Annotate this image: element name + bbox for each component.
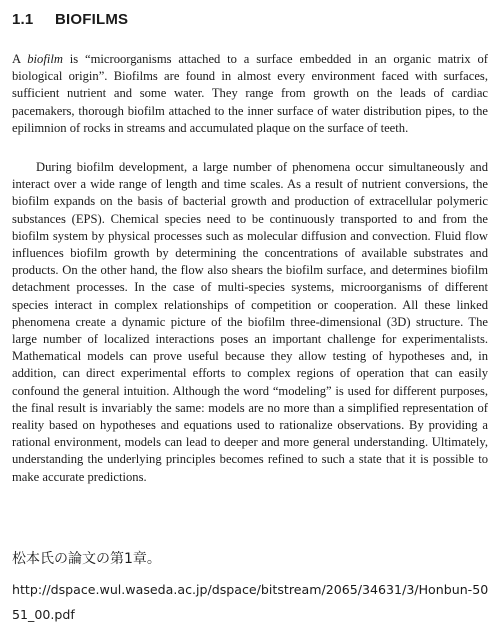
paragraph-definition <box>12 51 488 137</box>
section-heading <box>12 11 128 28</box>
paragraph-1-body: is “microorganisms attached to a surface embedded in an organic matrix of biological origin”. Biofilms are found in almost every environment faced with surfaces, sufficient nutrient and some water. They range from growth on the leads of cardiac pacemakers, thorough biofilm attached to the inner surface of water distribution pipes, to the epilimnion of rocks in streams and accumulated plaque on the surface of teeth. <box>12 52 488 135</box>
japanese-caption: 松本氏の論文の第1章。 <box>12 551 161 567</box>
source-url: http://dspace.wul.waseda.ac.jp/dspace/bitstream/2065/34631/3/Honbun-5051_00.pdf <box>12 582 489 622</box>
paragraph-development: During biofilm development, a large number of phenomena occur simultaneously and interact over a wide range of length and time scales. As a result of nutrient conversions, the biofilm expands on the basis of bacterial growth and production of extracellular polymeric substances (EPS). Chemical species need to be continuously transported to and from the biofilm system by physical processes such as molecular diffusion and convection. Fluid flow influences biofilm growth by determining the concentrations of available substrates and products. On the other hand, the flow also shears the biofilm surface, and determines biofilm detachment processes. In the case of multi-species systems, microorganisms of different species interact in complex relationships of competition or cooperation. All these linked phenomena create a dynamic picture of the biofilm three-dimensional (3D) structure. The large number of localized interactions poses an important challenge for experimentalists. Mathematical models can prove useful because they allow testing of hypotheses and, in addition, can direct experimental efforts to complex regions of operation that can easily confound the general intuition. Although the word “modeling” is used for different purposes, the final result is invariably the same: models are no more than a simplified representation of reality based on hypotheses and equations used to rationalize observations. By providing a rational environment, models can lead to deeper and more general understanding. Ultimately, understanding the underlying principles becomes refined to such a state that it is possible to make accurate predictions. <box>12 160 488 484</box>
paragraph-1-lead: A <box>12 52 28 66</box>
section-number: 1.1 <box>12 11 34 28</box>
section-title: BIOFILMS <box>55 11 129 28</box>
term-biofilm: biofilm <box>27 52 63 66</box>
